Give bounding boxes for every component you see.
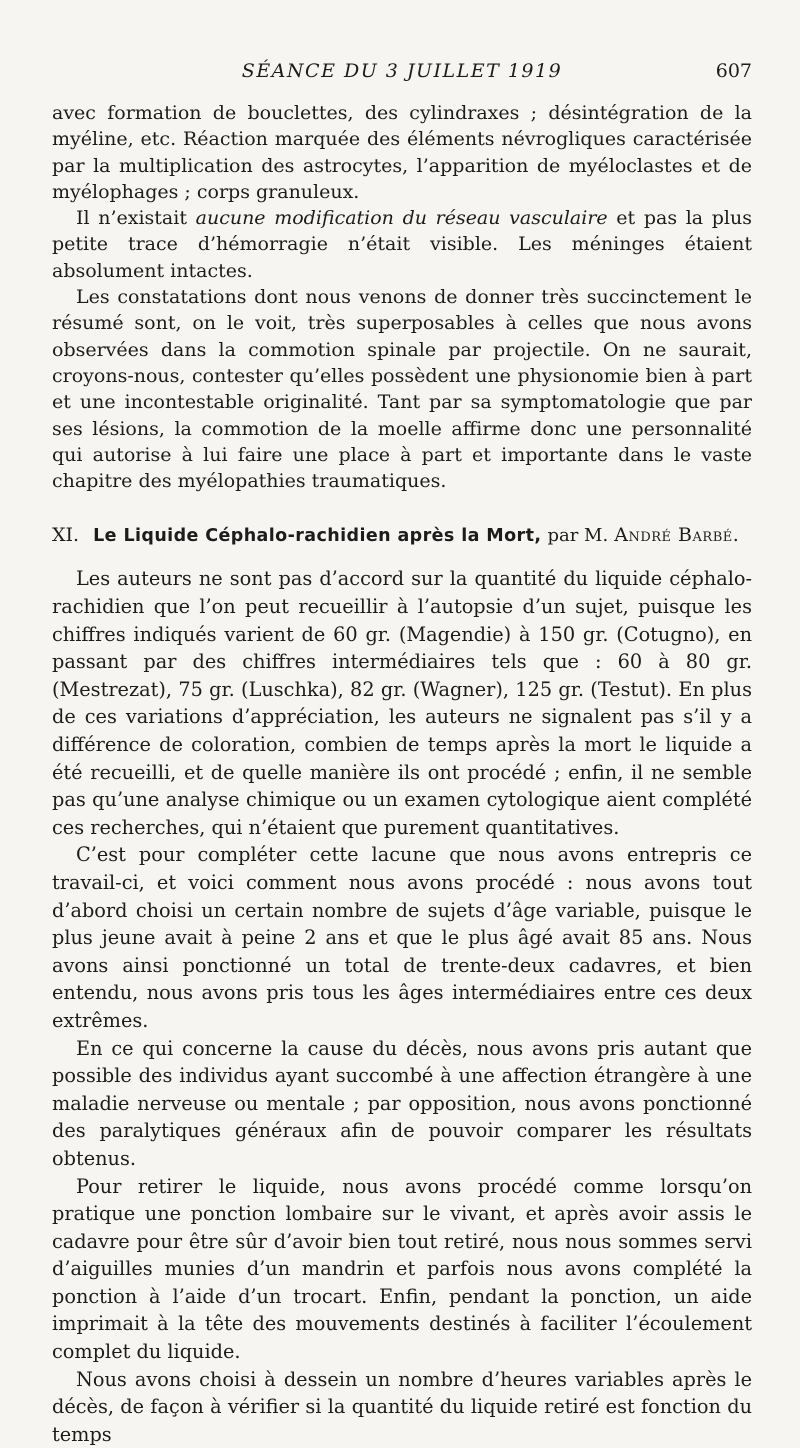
section-number: XI.: [52, 524, 80, 547]
paragraph-conclusion: Les constatations dont nous venons de donner très succinctement le résumé sont, on le voit, très superposables à celles que nous avons observées dans la commotion spinale par projectile. On ne saurait, croyons-nous, contester qu’elles possèdent une physionomie bien à part et une incontestable originalité. Tant par sa symptomatologie que par ses lésions, la commotion de la moelle affirme donc une personnalité qui autorise à lui faire une place à part et importante dans le vaste chapitre des myélopathies traumatiques.: [52, 286, 752, 493]
section-author: André Barbé.: [614, 524, 740, 547]
paragraph: Pour retirer le liquide, nous avons procédé comme lorsqu’on pratique une ponction lombaire sur le vivant, et après avoir assis le cadavre pour être sûr d’avoir bien tout retiré, nous nous sommes servi d’aiguilles munies d’un mandrin et parfois nous avons complété la ponction à l’aide d’un trocart. Enfin, pendant la ponction, un aide imprimait à la tête des mouvements destinés à faciliter l’écoulement complet du liquide.: [52, 1174, 752, 1364]
paragraph-vascular: [52, 205, 752, 284]
paragraph: Les auteurs ne sont pas d’accord sur la quantité du liquide céphalo-rachidien que l’on peut recueillir à l’autopsie d’un sujet, puisque les chiffres indiqués varient de 60 gr. (Magendie) à 150 gr. (Cotugno), en passant par des chiffres intermédiaires tels que : 60 à 80 gr. (Mestrezat), 75 gr. (Luschka), 82 gr. (Wagner), 125 gr. (Testut). En plus de ces variations d’appréciation, les auteurs ne signalent pas s’il y a différence de coloration, combien de temps après la mort le liquide a été recueilli, et de quelle manière ils ont procédé ; enfin, il ne semble pas qu’une analyse chimique ou un examen cytologique aient complété ces recherches, qui n’étaient que purement quantitatives.: [52, 567, 752, 839]
paragraph: C’est pour compléter cette lacune que nous avons entrepris ce travail-ci, et voici comment nous avons procédé : nous avons tout d’abord choisi un certain nombre de sujets d’âge variable, puisque le plus jeune avait à peine 2 ans et que le plus âgé avait 85 ans. Nous avons ainsi ponctionné un total de trente-deux cadavres, et bien entendu, nous avons pris tous les âges intermédiaires entre ces deux extrêmes.: [52, 843, 752, 1032]
running-title: SÉANCE DU 3 JUILLET 1919: [241, 60, 563, 82]
page-number: 607: [715, 60, 752, 82]
paragraph-vascular-emphasis: aucune modification du réseau vasculaire: [195, 207, 608, 230]
paragraph: Nous avons choisi à dessein un nombre d’heures variables après le décès, de façon à vérifier si la quantité du liquide retiré est fonction du temps: [52, 1367, 752, 1446]
section-heading: [52, 522, 752, 549]
section-body: [52, 565, 752, 1448]
paragraph-vascular-end: et pas la plus petite trace d’hémorragie n’était visible. Les méninges étaient absolument intactes.: [52, 207, 752, 282]
page-body: [52, 100, 752, 1448]
section-title: Le Liquide Céphalo-rachidien après la Mort,: [93, 526, 542, 547]
paragraph-continuation: avec formation de bouclettes, des cylindraxes ; désintégration de la myéline, etc. Réaction marquée des éléments névrogliques caractérisée par la multiplication des astrocytes, l’apparition de myéloclastes et de myélophages ; corps granuleux.: [52, 102, 752, 203]
paragraph-vascular-start: Il n’existait: [76, 207, 196, 230]
section-byline: par M.: [547, 525, 609, 547]
paragraph: En ce qui concerne la cause du décès, nous avons pris autant que possible des individus ayant succombé à une affection étrangère à une maladie nerveuse ou mentale ; par opposition, nous avons ponctionné des paralytiques généraux afin de pouvoir comparer les résultats obtenus.: [52, 1036, 752, 1170]
page-header: [52, 60, 752, 90]
